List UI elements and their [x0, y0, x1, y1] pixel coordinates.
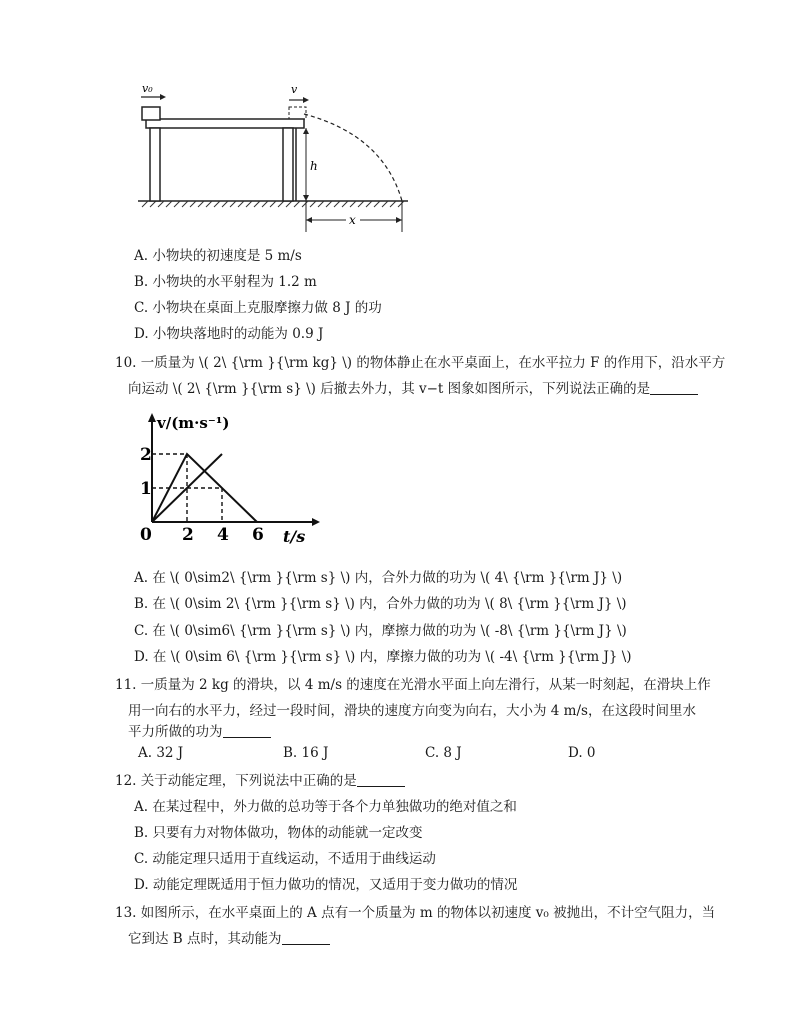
- q11-option-d: D. 0: [568, 745, 596, 761]
- q12-option-a: A. 在某过程中，外力做的总功等于各个力单独做功的绝对值之和: [134, 799, 517, 815]
- q13-stem-line2: 它到达 B 点时，其动能为: [128, 929, 330, 949]
- x-axis-label: t/s: [283, 527, 306, 545]
- q13-stem-line1: 13. 如图所示，在水平桌面上的 A 点有一个质量为 m 的物体以初速度 v₀ 被抛出，不计空气阻力，当: [115, 905, 716, 921]
- q11-option-a: A. 32 J: [138, 745, 184, 761]
- q11-stem-line3: 平力所做的功为: [128, 722, 271, 742]
- q10-option-b: B. 在 \( 0\sim 2\ {\rm }{\rm s} \) 内，合外力做的功为 \( 8\ {\rm }{\rm J} \): [134, 596, 627, 612]
- q12-stem: 12. 关于动能定理，下列说法中正确的是: [115, 771, 405, 791]
- q11-stem-line1: 11. 一质量为 2 kg 的滑块，以 4 m/s 的速度在光滑水平面上向左滑行，从某一时刻起，在滑块上作: [115, 677, 711, 693]
- q12-option-c: C. 动能定理只适用于直线运动，不适用于曲线运动: [134, 851, 436, 867]
- q9-option-b: B. 小物块的水平射程为 1.2 m: [134, 274, 317, 290]
- q12-option-b: B. 只要有力对物体做功，物体的动能就一定改变: [134, 825, 423, 841]
- q9-option-c: C. 小物块在桌面上克服摩擦力做 8 J 的功: [134, 300, 382, 316]
- projectile-table-figure: [138, 80, 413, 240]
- q11-option-c: C. 8 J: [425, 745, 462, 761]
- q11-option-b: B. 16 J: [283, 745, 329, 761]
- q11-stem-line2: 用一向右的水平力，经过一段时间，滑块的速度方向变为向右，大小为 4 m/s，在这段时间里水: [128, 703, 696, 719]
- q10-option-a: A. 在 \( 0\sim2\ {\rm }{\rm s} \) 内，合外力做的功为 \( 4\ {\rm }{\rm J} \): [134, 570, 623, 586]
- vt-graph: [140, 410, 320, 545]
- q9-option-d: D. 小物块落地时的动能为 0.9 J: [134, 326, 324, 342]
- q12-option-d: D. 动能定理既适用于恒力做功的情况，又适用于变力做功的情况: [134, 877, 518, 893]
- x-label: x: [349, 213, 356, 227]
- x-tick-label: 6: [252, 525, 264, 545]
- v-label: v: [291, 83, 298, 96]
- x-axis-arrow: [312, 518, 320, 526]
- y-axis-arrow: [148, 413, 156, 422]
- q9-option-a: A. 小物块的初速度是 5 m/s: [134, 248, 302, 264]
- v0-label: v₀: [142, 82, 153, 95]
- x-tick-label: 4: [217, 525, 229, 545]
- q10-option-c: C. 在 \( 0\sim6\ {\rm }{\rm s} \) 内，摩擦力做的功为 \( -8\ {\rm }{\rm J} \): [134, 623, 627, 639]
- y-axis-label: v/(m·s⁻¹): [157, 414, 230, 432]
- q10-stem-line2: 向运动 \( 2\ {\rm }{\rm s} \) 后撤去外力，其 v−t 图象如图所示，下列说法正确的是: [128, 379, 698, 399]
- y-tick-label: 1: [140, 479, 152, 499]
- h-label: h: [310, 159, 318, 173]
- y-tick-label: 2: [140, 445, 152, 465]
- x-tick-label: 0: [140, 525, 152, 545]
- x-tick-label: 2: [182, 525, 194, 545]
- q10-option-d: D. 在 \( 0\sim 6\ {\rm }{\rm s} \) 内，摩擦力做的功为 \( -4\ {\rm }{\rm J} \): [134, 649, 632, 665]
- q10-stem-line1: 10. 一质量为 \( 2\ {\rm }{\rm kg} \) 的物体静止在水平桌面上，在水平拉力 F 的作用下，沿水平方: [115, 355, 726, 371]
